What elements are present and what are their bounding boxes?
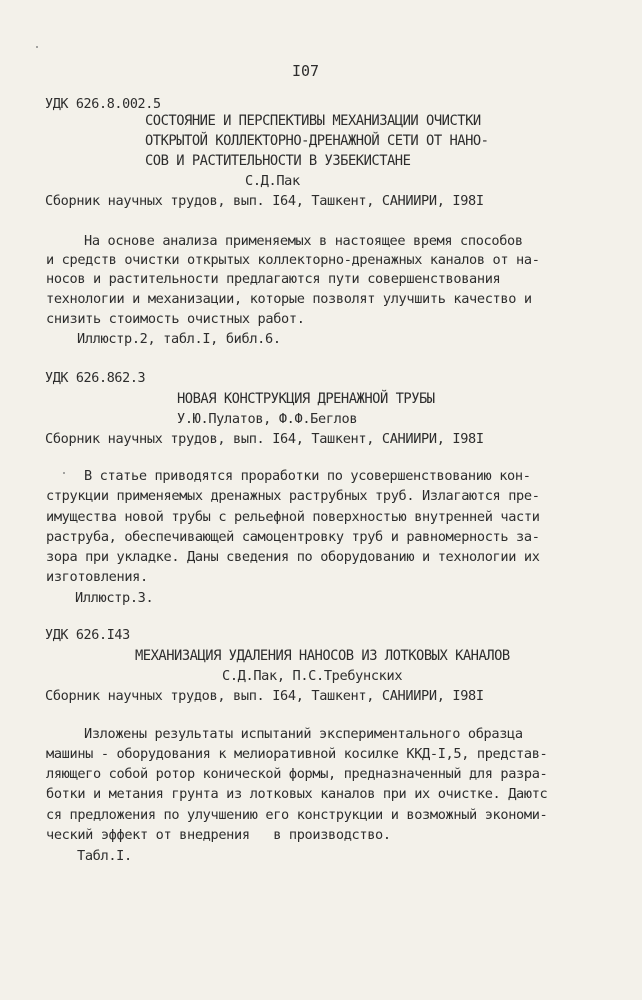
article-1-title-line-3: СОВ И РАСТИТЕЛЬНОСТИ В УЗБЕКИСТАНЕ — [145, 153, 411, 169]
article-3-title-line-1: МЕХАНИЗАЦИЯ УДАЛЕНИЯ НАНОСОВ ИЗ ЛОТКОВЫХ КАНАЛОВ — [135, 648, 510, 664]
scan-speck — [36, 46, 38, 48]
article-2-udk: УДК 626.862.3 — [45, 371, 146, 386]
article-2-abstract-line-3: имущества новой трубы с рельефной поверхностью внутренней части — [46, 509, 540, 525]
article-1-abstract-line-2: и средств очистки открытых коллекторно-дренажных каналов от на- — [46, 252, 540, 268]
article-2-title-line-1: НОВАЯ КОНСТРУКЦИЯ ДРЕНАЖНОЙ ТРУБЫ — [177, 391, 435, 407]
article-2-source: Сборник научных трудов, вып. I64, Ташкент, САНИИРИ, I98I — [45, 431, 484, 447]
article-2-abstract-line-4: раструба, обеспечивающей самоцентровку труб и равномерность за- — [46, 529, 540, 545]
article-3-abstract-line-6: ческий эффект от внедрения в производство. — [46, 827, 391, 843]
article-2-abstract-line-1: В статье приводятся проработки по усовершенствованию кон- — [84, 468, 531, 484]
article-3-notes: Табл.I. — [77, 848, 132, 864]
article-3-abstract-line-3: ляющего собой ротор конической формы, предназначенный для разра- — [46, 766, 548, 782]
article-3-udk: УДК 626.I43 — [45, 628, 130, 643]
article-1-title-line-1: СОСТОЯНИЕ И ПЕРСПЕКТИВЫ МЕХАНИЗАЦИИ ОЧИСТКИ — [145, 113, 481, 129]
article-2-notes: Иллюстр.3. — [75, 590, 154, 606]
article-2-abstract-line-2: струкции применяемых дренажных раструбных труб. Излагаются пре- — [46, 488, 540, 504]
article-1-abstract-line-1: На основе анализа применяемых в настоящее время способов — [84, 233, 523, 249]
article-2-abstract-line-5: зора при укладке. Даны сведения по оборудованию и технологии их — [46, 549, 540, 565]
article-1-authors: С.Д.Пак — [245, 173, 300, 189]
scan-speck — [63, 472, 65, 474]
article-2-authors: У.Ю.Пулатов, Ф.Ф.Беглов — [177, 411, 358, 427]
article-1-abstract-line-5: снизить стоимость очистных работ. — [46, 311, 305, 327]
article-1-title-line-2: ОТКРЫТОЙ КОЛЛЕКТОРНО-ДРЕНАЖНОЙ СЕТИ ОТ НАНО- — [145, 133, 489, 149]
article-1-udk: УДК 626.8.002.5 — [45, 97, 161, 112]
article-1-source: Сборник научных трудов, вып. I64, Ташкент, САНИИРИ, I98I — [45, 193, 484, 209]
article-2-abstract-line-6: изготовления. — [46, 569, 148, 585]
article-3-authors: С.Д.Пак, П.С.Требунских — [222, 668, 403, 684]
article-1-abstract-line-4: технологии и механизации, которые позволят улучшить качество и — [46, 291, 532, 307]
article-3-source: Сборник научных трудов, вып. I64, Ташкент, САНИИРИ, I98I — [45, 688, 484, 704]
article-3-abstract-line-1: Изложены результаты испытаний экспериментального образца — [84, 726, 523, 742]
article-3-abstract-line-2: машины - оборудования к мелиоративной косилке ККД-I,5, представ- — [46, 746, 548, 762]
article-3-abstract-line-5: ся предложения по улучшению его конструкции и возможный экономи- — [46, 807, 548, 823]
article-1-notes: Иллюстр.2, табл.I, библ.6. — [77, 331, 281, 347]
page-number: I07 — [292, 62, 320, 80]
article-3-abstract-line-4: ботки и метания грунта из лотковых каналов при их очистке. Даютс — [46, 786, 548, 802]
article-1-abstract-line-3: носов и растительности предлагаются пути совершенствования — [46, 271, 501, 287]
